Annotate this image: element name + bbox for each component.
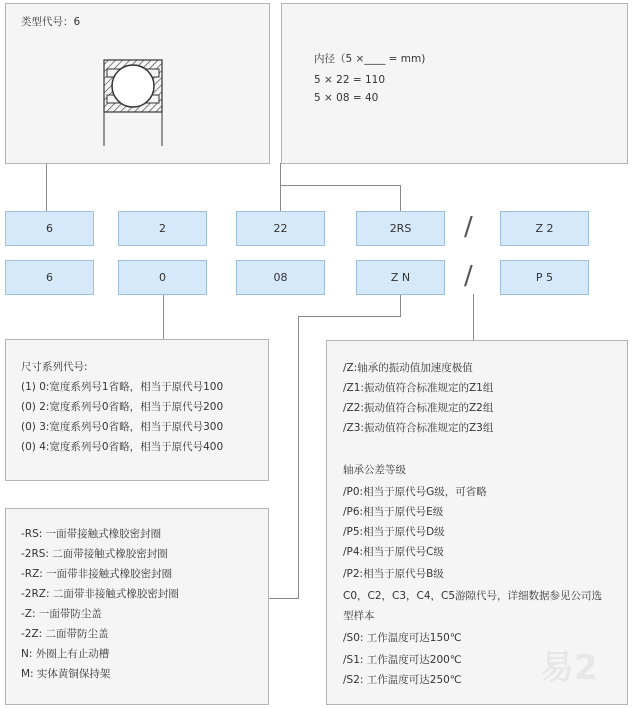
seal-code-item: -2Z: 二面带防尘盖	[21, 628, 109, 640]
seal-code-item: M: 实体黄铜保持架	[21, 668, 111, 680]
vibration-item: /Z1:振动值符合标准规定的Z1组	[343, 382, 494, 394]
separator-slash: /	[464, 212, 473, 242]
size-series-item: (1) 0:宽度系列号1省略，相当于原代号100	[21, 381, 224, 393]
type-code-panel	[5, 3, 270, 164]
bearing-cross-section-icon	[101, 46, 169, 146]
bore-diameter-panel	[281, 3, 628, 164]
bore-example-1: 5 × 22 = 110	[314, 74, 386, 86]
connector-line	[268, 598, 299, 599]
tolerance-title: 轴承公差等级	[343, 464, 406, 476]
vibration-item: /Z2:振动值符合标准规定的Z2组	[343, 402, 494, 414]
watermark-logo: 易2	[540, 648, 598, 688]
connector-line	[400, 294, 401, 316]
tolerance-item: /P0:相当于原代号G级，可省略	[343, 486, 487, 498]
seal-code-item: -2RS: 二面带接触式橡胶密封圈	[21, 548, 168, 560]
clearance-note: C0，C2，C3，C4，C5游隙代号，详细数据参见公司选	[343, 590, 603, 602]
code-box-series: 0	[118, 260, 207, 295]
code-box-type: 6	[5, 260, 94, 295]
connector-line	[298, 316, 401, 317]
temperature-item: /S1: 工作温度可达200℃	[343, 654, 462, 666]
code-box-seal: 2RS	[356, 211, 445, 246]
bore-example-2: 5 × 08 = 40	[314, 92, 379, 104]
code-box-seal: Z N	[356, 260, 445, 295]
size-series-panel	[5, 339, 269, 481]
code-box-suffix: P 5	[500, 260, 589, 295]
type-code-label: 类型代号：6	[21, 16, 81, 28]
connector-line	[400, 185, 401, 211]
seal-code-item: -RZ: 一面带非接触式橡胶密封圈	[21, 568, 173, 580]
size-series-item: (0) 4:宽度系列号0省略，相当于原代号400	[21, 441, 224, 453]
size-series-item: (0) 2:宽度系列号0省略，相当于原代号200	[21, 401, 224, 413]
connector-line	[280, 185, 401, 186]
size-series-item: (0) 3:宽度系列号0省略，相当于原代号300	[21, 421, 224, 433]
tolerance-item: /P2:相当于原代号B级	[343, 568, 444, 580]
code-box-type: 6	[5, 211, 94, 246]
bore-formula: 内径（5 ×____ = mm)	[314, 53, 426, 65]
temperature-item: /S0: 工作温度可达150℃	[343, 632, 462, 644]
code-box-series: 2	[118, 211, 207, 246]
seal-code-item: -2RZ: 二面带非接触式橡胶密封圈	[21, 588, 179, 600]
seal-code-item: -Z: 一面带防尘盖	[21, 608, 102, 620]
clearance-note-cont: 型样本	[343, 610, 375, 622]
seal-code-item: N: 外圈上有止动槽	[21, 648, 110, 660]
connector-line	[46, 163, 47, 211]
seal-codes-panel	[5, 508, 269, 705]
size-series-title: 尺寸系列代号:	[21, 361, 88, 373]
code-box-bore: 22	[236, 211, 325, 246]
temperature-item: /S2: 工作温度可达250℃	[343, 674, 462, 686]
vibration-item: /Z3:振动值符合标准规定的Z3组	[343, 422, 494, 434]
tolerance-item: /P5:相当于原代号D级	[343, 526, 445, 538]
vibration-item: /Z:轴承的振动值加速度极值	[343, 362, 473, 374]
connector-line	[280, 163, 281, 211]
tolerance-item: /P4:相当于原代号C级	[343, 546, 444, 558]
connector-line	[163, 294, 164, 339]
connector-line	[298, 316, 299, 599]
seal-code-item: -RS: 一面带接触式橡胶密封圈	[21, 528, 162, 540]
tolerance-item: /P6:相当于原代号E级	[343, 506, 444, 518]
code-box-bore: 08	[236, 260, 325, 295]
connector-line	[473, 294, 474, 340]
separator-slash: /	[464, 261, 473, 291]
code-box-suffix: Z 2	[500, 211, 589, 246]
